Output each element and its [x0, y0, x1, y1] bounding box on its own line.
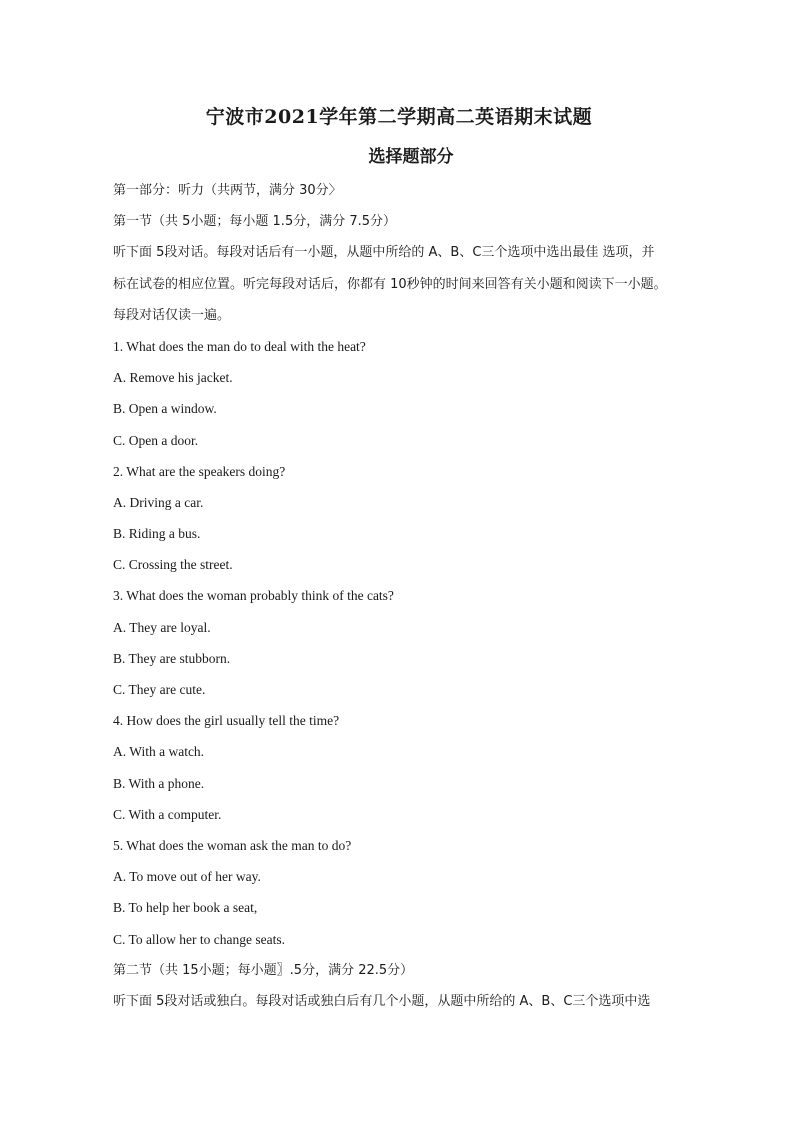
text-line: C. Crossing the street.: [113, 557, 233, 573]
text-line: B. Open a window.: [113, 401, 217, 417]
text-line: B. To help her book a seat,: [113, 900, 258, 916]
text-line: 第二节（共 15小题；每小题〗.5分，满分 22.5分）: [113, 962, 414, 978]
text-line: 第一部分：听力（共两节，满分 30分〉: [113, 183, 342, 198]
text-line: 标在试卷的相应位置。听完每段对话后，你都有 10秒钟的时间来回答有关小题和阅读下一小题。: [113, 276, 667, 292]
text-line: A. They are loyal.: [113, 619, 211, 635]
text-line: C. They are cute.: [113, 682, 206, 697]
text-line: B. With a phone.: [113, 775, 205, 791]
text-line: 第一节（共 5小题；每小题 1.5分，满分 7.5分）: [113, 214, 397, 230]
section-heading: 选择题部分: [368, 147, 454, 167]
text-line: 听下面 5段对话或独白。每段对话或独白后有几个小题，从题中所给的 A、B、C三个选项中选: [113, 993, 651, 1009]
text-line: 3. What does the woman probably think of the cats?: [113, 588, 394, 604]
text-line: 2. What are the speakers doing?: [113, 463, 286, 479]
text-line: A. Driving a car.: [113, 494, 204, 510]
text-line: 5. What does the woman ask the man to do?: [113, 837, 352, 853]
text-line: C. To allow her to change seats.: [113, 931, 286, 947]
text-line: 1. What does the man do to deal with the heat?: [113, 338, 366, 354]
text-line: A. With a watch.: [113, 744, 205, 760]
text-line: A. To move out of her way.: [113, 869, 261, 885]
text-line: 每段对话仅读一遍。: [113, 307, 231, 323]
document-body: [113, 181, 708, 1023]
text-line: 听下面 5段对话。每段对话后有一小题，从题中所给的 A、B、C三个选项中选出最佳 选项，并: [113, 245, 655, 261]
text-line: B. They are stubborn.: [113, 650, 231, 666]
text-line: A. Remove his jacket.: [113, 370, 233, 386]
text-line: 4. How does the girl usually tell the time?: [113, 713, 340, 729]
page-title: 宁波市2021学年第二学期高二英语期末试题: [205, 106, 593, 128]
text-line: B. Riding a bus.: [113, 526, 201, 542]
text-line: C. Open a door.: [113, 432, 199, 448]
text-line: C. With a computer.: [113, 806, 222, 822]
